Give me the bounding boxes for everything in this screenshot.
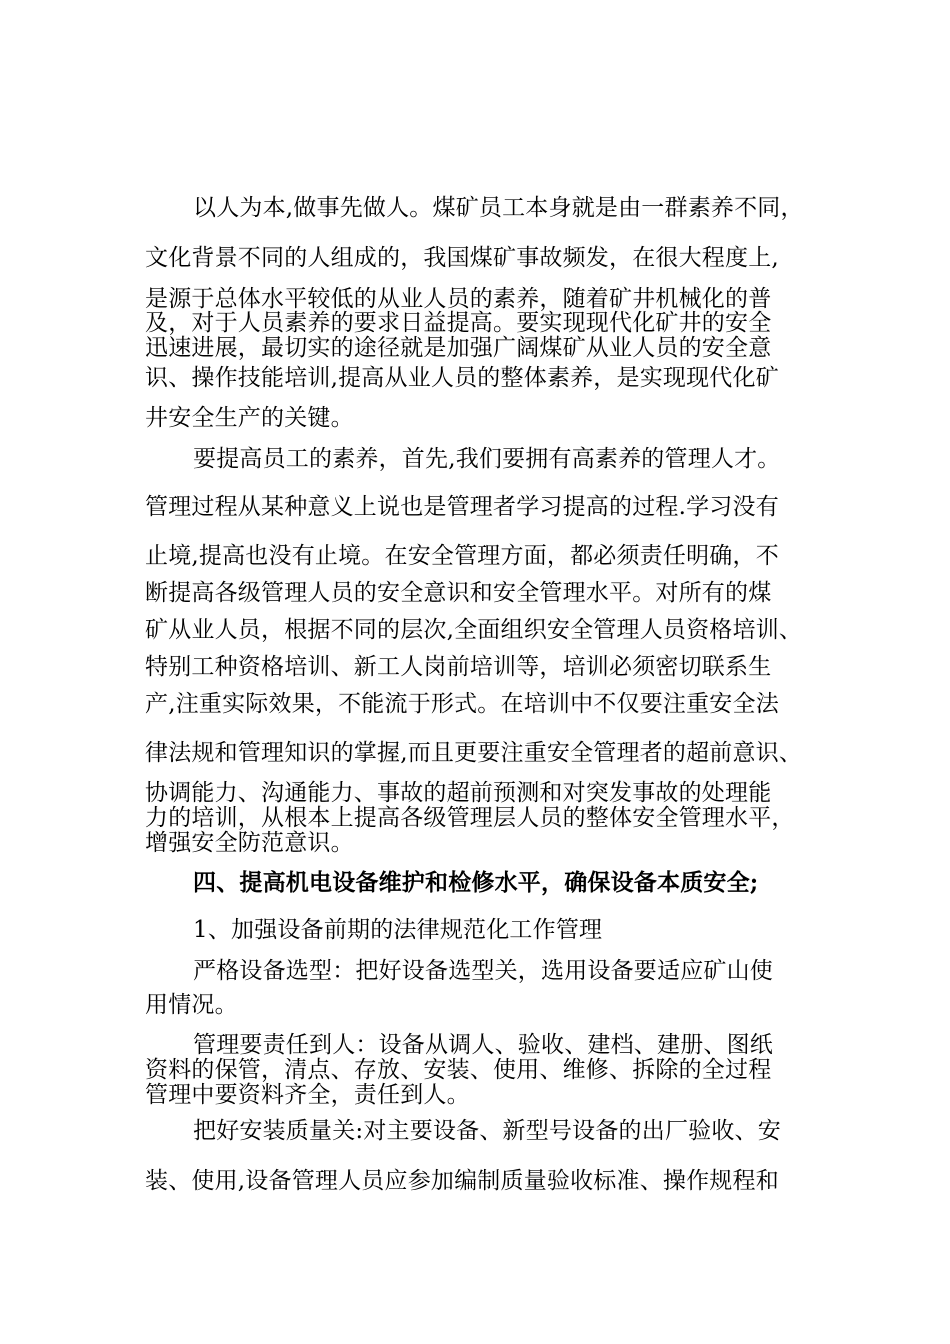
paragraph-4-line-1: 管理要责任到人：设备从调人、验收、建档、建册、图纸 [193,1032,773,1058]
paragraph-1-line-4: 及，对于人员素养的要求日益提高。要实现现代化矿井的安全 [145,310,772,336]
paragraph-4-line-3: 管理中要资料齐全，责任到人。 [145,1082,470,1108]
paragraph-1-line-1: 以人为本,做事先做人。煤矿员工本身就是由一群素养不同， [193,195,804,221]
paragraph-1-line-3: 是源于总体水平较低的从业人员的素养，随着矿井机械化的普 [145,286,772,312]
paragraph-1-line-7: 井安全生产的关键。 [145,405,354,431]
section-heading: 四、提高机电设备维护和检修水平，确保设备本质安全; [193,869,759,896]
paragraph-3-line-2: 用情况。 [145,992,238,1018]
paragraph-2-line-3: 止境,提高也没有止境。在安全管理方面，都必须责任明确，不 [145,543,779,569]
paragraph-2-line-1: 要提高员工的素养，首先,我们要拥有高素养的管理人才。 [193,446,781,472]
paragraph-1-line-2: 文化背景不同的人组成的，我国煤矿事故频发，在很大程度上, [145,245,779,271]
paragraph-2-line-11: 增强安全防范意识。 [145,830,354,856]
paragraph-1-line-5: 迅速进展，最切实的途径就是加强广阔煤矿从业人员的安全意 [145,335,772,361]
paragraph-2-line-5: 矿从业人员，根据不同的层次,全面组织安全管理人员资格培训、 [145,617,803,643]
paragraph-1-line-6: 识、操作技能培训,提高从业人员的整体素养，是实现现代化矿 [145,365,779,391]
paragraph-2-line-8: 律法规和管理知识的掌握,而且更要注重安全管理者的超前意识、 [145,740,803,766]
paragraph-5-line-1: 把好安装质量关:对主要设备、新型号设备的出厂验收、安 [193,1118,781,1144]
paragraph-2-line-2: 管理过程从某种意义上说也是管理者学习提高的过程.学习没有 [145,494,779,520]
subsection-heading: 1、加强设备前期的法律规范化工作管理 [193,917,603,943]
paragraph-2-line-6: 特别工种资格培训、新工人岗前培训等，培训必须密切联系生 [145,654,772,680]
paragraph-2-line-10: 力的培训，从根本上提高各级管理层人员的整体安全管理水平， [145,805,795,831]
paragraph-4-line-2: 资料的保管，清点、存放、安装、使用、维修、拆除的全过程 [145,1057,772,1083]
paragraph-2-line-4: 断提高各级管理人员的安全意识和安全管理水平。对所有的煤 [145,580,772,606]
paragraph-2-line-7: 产,注重实际效果，不能流于形式。在培训中不仅要注重安全法 [145,691,779,717]
paragraph-2-line-9: 协调能力、沟通能力、事故的超前预测和对突发事故的处理能 [145,780,772,806]
paragraph-3-line-1: 严格设备选型：把好设备选型关，选用设备要适应矿山使 [193,958,773,984]
paragraph-5-line-2: 装、使用,设备管理人员应参加编制质量验收标准、操作规程和 [145,1168,779,1194]
